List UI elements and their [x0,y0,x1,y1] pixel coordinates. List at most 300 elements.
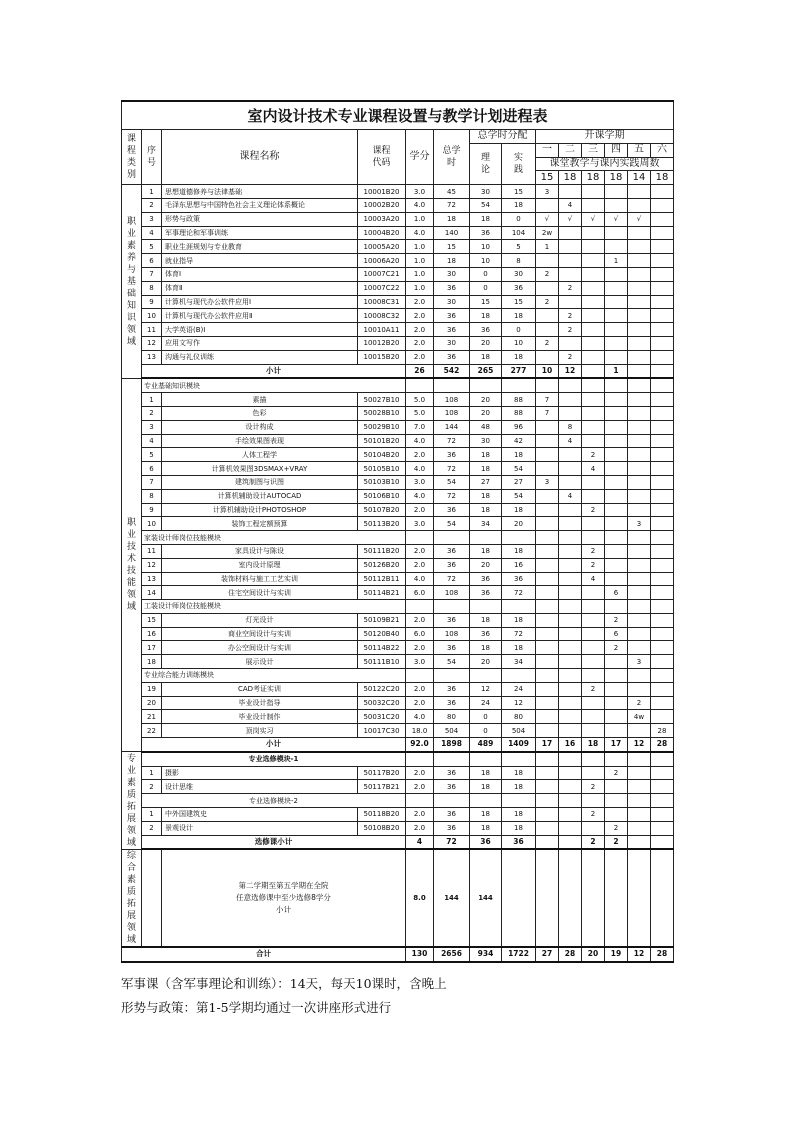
semester-cell [582,724,605,738]
course-practice: 18 [502,309,536,323]
course-name: 毛泽东思想与中国特色社会主义理论体系概论 [162,198,358,212]
semester-cell [582,267,605,281]
header-course-name: 课程名称 [162,130,358,185]
semester-cell [536,613,559,627]
course-theory: 18 [470,780,502,794]
course-name: 建筑制图与识图 [162,475,358,489]
category-label: 综合素质拓展领域 [122,849,142,947]
empty-cell [406,669,434,683]
sem-weeks: 18 [559,171,582,185]
semester-cell [536,808,559,822]
curriculum-sheet [121,100,673,963]
elective-line: 小计 [276,905,291,915]
course-name: 毕业设计制作 [162,710,358,724]
semester-cell [559,226,582,240]
empty-cell [559,752,582,766]
course-name: 毕业设计指导 [162,696,358,710]
semester-cell [651,517,674,531]
semester-cell [582,350,605,364]
semester-cell [651,710,674,724]
course-seq: 6 [142,462,162,476]
semester-cell [582,613,605,627]
semester-cell [628,448,651,462]
semester-cell [605,503,628,517]
course-credit: 3.0 [406,655,434,669]
semester-cell: √ [628,212,651,226]
semester-cell [559,572,582,586]
empty-cell [502,600,536,614]
course-code: 50126B20 [358,558,406,572]
semester-cell [536,198,559,212]
course-credit: 2.0 [406,613,434,627]
semester-cell [605,682,628,696]
empty-cell [559,600,582,614]
course-credit: 2.0 [406,336,434,350]
empty-cell [559,531,582,545]
course-practice: 80 [502,710,536,724]
subtotal-semester [628,835,651,849]
semester-cell: 2 [536,295,559,309]
course-practice: 88 [502,393,536,407]
course-hours: 72 [434,489,470,503]
table-row [122,323,674,337]
semester-cell [651,808,674,822]
semester-cell [651,420,674,434]
weekly-note: 课堂教学与课内实践周数 [536,157,674,171]
empty-cell [628,849,651,947]
semester-cell [628,475,651,489]
semester-cell [605,198,628,212]
empty-cell [605,600,628,614]
semester-cell [582,766,605,780]
course-name: 体育Ⅰ [162,267,358,281]
table-row [122,406,674,420]
semester-cell [628,572,651,586]
course-credit: 2.0 [406,503,434,517]
course-credit: 4.0 [406,489,434,503]
course-credit: 2.0 [406,309,434,323]
course-seq: 21 [142,710,162,724]
course-code: 10007C22 [358,281,406,295]
empty-cell [582,752,605,766]
semester-cell [628,544,651,558]
course-hours: 36 [434,448,470,462]
sem-weeks: 18 [582,171,605,185]
course-code: 10001B20 [358,185,406,199]
course-seq: 8 [142,489,162,503]
semester-cell [628,240,651,254]
empty-cell [406,752,434,766]
semester-cell [605,448,628,462]
course-seq: 17 [142,641,162,655]
course-code: 50109B21 [358,613,406,627]
course-hours: 36 [434,808,470,822]
semester-cell [628,462,651,476]
course-practice: 36 [502,281,536,295]
table-row [122,448,674,462]
semester-cell [582,475,605,489]
semester-cell: 2 [582,808,605,822]
course-name: 形势与政策 [162,212,358,226]
course-practice: 0 [502,212,536,226]
course-hours: 36 [434,766,470,780]
semester-cell [628,267,651,281]
course-name: 素描 [162,393,358,407]
course-code: 10006A20 [358,254,406,268]
course-practice: 72 [502,586,536,600]
course-seq: 5 [142,448,162,462]
empty-cell [406,600,434,614]
table-row [122,393,674,407]
semester-cell [536,696,559,710]
header-category: 课程类别 [122,130,142,185]
semester-cell: 6 [605,627,628,641]
elective-hours: 144 [434,849,470,947]
course-code: 50114B22 [358,641,406,655]
semester-cell [582,434,605,448]
semester-cell [651,613,674,627]
course-code: 50031C20 [358,710,406,724]
course-code: 50027B10 [358,393,406,407]
semester-cell [536,448,559,462]
header-seq: 序号 [142,130,162,185]
course-seq: 12 [142,558,162,572]
empty-cell [559,794,582,808]
semester-cell [536,710,559,724]
course-hours: 36 [434,323,470,337]
semester-cell [559,393,582,407]
semester-cell [605,462,628,476]
course-theory: 18 [470,821,502,835]
subtotal-hours: 1898 [434,738,470,752]
header-credit: 学分 [406,130,434,185]
semester-cell: √ [605,212,628,226]
semester-cell [628,503,651,517]
semester-cell: √ [559,212,582,226]
course-code: 10008C32 [358,309,406,323]
course-seq: 18 [142,655,162,669]
subtotal-row [122,364,674,378]
course-name: 就业指导 [162,254,358,268]
course-code: 50032C20 [358,696,406,710]
course-name: 色彩 [162,406,358,420]
empty-cell [559,378,582,392]
empty-cell [628,752,651,766]
subtotal-semester: 28 [651,738,674,752]
category-label: 专业素质拓展领域 [122,752,142,850]
semester-cell [559,254,582,268]
course-seq: 2 [142,821,162,835]
course-theory: 20 [470,406,502,420]
module-title: 家装设计师岗位技能模块 [142,531,406,545]
course-credit: 2.0 [406,350,434,364]
course-seq: 19 [142,682,162,696]
footnote-military: 军事课（含军事理论和训练）：14天，每天10课时，含晚上 [121,976,447,991]
semester-cell [582,420,605,434]
semester-cell [605,309,628,323]
empty-cell [536,531,559,545]
semester-cell [605,240,628,254]
table-row [122,682,674,696]
empty-cell [605,669,628,683]
semester-cell: 7 [536,393,559,407]
empty-cell [582,600,605,614]
semester-cell [559,544,582,558]
subtotal-theory: 265 [470,364,502,378]
course-hours: 80 [434,710,470,724]
subtotal-semester: 1 [605,364,628,378]
semester-cell [536,323,559,337]
course-practice: 54 [502,489,536,503]
course-hours: 54 [434,517,470,531]
course-seq: 1 [142,393,162,407]
semester-cell [536,766,559,780]
table-row [122,808,674,822]
semester-cell [605,336,628,350]
empty-cell [605,794,628,808]
course-hours: 36 [434,696,470,710]
course-theory: 18 [470,309,502,323]
semester-cell [605,226,628,240]
empty-cell [651,849,674,947]
semester-cell [628,420,651,434]
semester-cell [605,710,628,724]
semester-cell [582,627,605,641]
semester-cell [582,240,605,254]
course-practice: 18 [502,350,536,364]
subtotal-credit: 26 [406,364,434,378]
empty-cell [559,849,582,947]
semester-cell [536,309,559,323]
semester-cell [582,586,605,600]
empty-cell [605,849,628,947]
semester-cell [605,295,628,309]
course-name: 计算机辅助设计PHOTOSHOP [162,503,358,517]
semester-cell [536,655,559,669]
subtotal-semester [651,835,674,849]
course-practice: 16 [502,558,536,572]
total-semester: 20 [582,947,605,962]
course-credit: 4.0 [406,434,434,448]
course-seq: 3 [142,212,162,226]
course-practice: 27 [502,475,536,489]
total-semester: 28 [651,947,674,962]
course-hours: 45 [434,185,470,199]
semester-cell [628,780,651,794]
semester-cell [559,558,582,572]
course-credit: 3.0 [406,185,434,199]
empty-cell [470,752,502,766]
semester-cell [628,586,651,600]
sem-weeks: 14 [628,171,651,185]
course-code: 50117B21 [358,780,406,794]
empty-cell [502,378,536,392]
semester-cell: 2 [582,558,605,572]
course-theory: 18 [470,808,502,822]
subtotal-semester: 2 [582,835,605,849]
empty-cell [470,378,502,392]
semester-cell [628,489,651,503]
course-credit: 1.0 [406,240,434,254]
course-credit: 4.0 [406,572,434,586]
empty-cell [628,794,651,808]
table-row [122,254,674,268]
semester-cell [582,406,605,420]
course-code: 10002B20 [358,198,406,212]
table-row [122,517,674,531]
subtotal-label: 小计 [142,364,406,378]
course-name: 灯光设计 [162,613,358,627]
total-semester: 12 [628,947,651,962]
semester-cell: 2 [559,350,582,364]
course-theory: 10 [470,240,502,254]
semester-cell [651,475,674,489]
table-row [122,198,674,212]
semester-cell [651,682,674,696]
course-name: 军事理论和军事训练 [162,226,358,240]
course-credit: 2.0 [406,558,434,572]
semester-cell [651,448,674,462]
semester-cell [536,434,559,448]
course-theory: 0 [470,724,502,738]
course-code: 50028B10 [358,406,406,420]
course-credit: 3.0 [406,475,434,489]
course-practice: 34 [502,655,536,669]
course-name: 装饰工程定额预算 [162,517,358,531]
semester-cell [582,336,605,350]
course-practice: 18 [502,808,536,822]
empty-cell [470,794,502,808]
empty-cell [536,600,559,614]
semester-cell [651,185,674,199]
course-name: 展示设计 [162,655,358,669]
table-row [122,267,674,281]
course-hours: 72 [434,198,470,212]
semester-cell: 2 [605,613,628,627]
course-theory: 30 [470,185,502,199]
table-row [122,724,674,738]
course-seq: 5 [142,240,162,254]
course-practice: 18 [502,780,536,794]
course-name: 景观设计 [162,821,358,835]
course-seq: 4 [142,434,162,448]
semester-cell: 7 [536,406,559,420]
course-credit: 5.0 [406,393,434,407]
header-code: 课程代码 [358,130,406,185]
empty-cell [434,752,470,766]
course-seq: 9 [142,295,162,309]
course-code: 50105B10 [358,462,406,476]
course-seq: 1 [142,185,162,199]
course-practice: 24 [502,682,536,696]
course-practice: 104 [502,226,536,240]
subtotal-theory: 36 [470,835,502,849]
semester-cell [628,185,651,199]
semester-cell [651,254,674,268]
course-credit: 2.0 [406,821,434,835]
subtotal-semester [582,364,605,378]
empty-cell [605,752,628,766]
semester-cell [559,780,582,794]
semester-cell [536,682,559,696]
semester-cell [605,696,628,710]
semester-cell: 4w [628,710,651,724]
semester-cell [582,254,605,268]
course-name: 大学英语(B)Ⅰ [162,323,358,337]
course-practice: 15 [502,295,536,309]
subtotal-semester [628,364,651,378]
course-credit: 1.0 [406,212,434,226]
course-seq: 16 [142,627,162,641]
course-credit: 2.0 [406,295,434,309]
course-code: 50113B20 [358,517,406,531]
semester-cell [628,309,651,323]
course-seq: 2 [142,780,162,794]
course-name: 计算机与现代办公软件应用Ⅱ [162,309,358,323]
semester-cell [628,281,651,295]
header-hours-dist: 总学时分配 [470,130,536,144]
empty-cell [536,669,559,683]
semester-cell [582,198,605,212]
semester-cell [605,558,628,572]
empty-cell [605,531,628,545]
semester-cell [559,448,582,462]
empty-cell [502,752,536,766]
semester-cell [559,475,582,489]
semester-cell [536,724,559,738]
course-code: 10007C21 [358,267,406,281]
course-theory: 18 [470,448,502,462]
semester-cell: 1 [605,254,628,268]
semester-cell [582,393,605,407]
page-title: 室内设计技术专业课程设置与教学计划进程表 [122,101,674,130]
semester-cell: 2 [559,309,582,323]
semester-cell [651,489,674,503]
course-practice: 15 [502,185,536,199]
course-hours: 36 [434,350,470,364]
course-name: 计算机辅助设计AUTOCAD [162,489,358,503]
subtotal-label: 小计 [142,738,406,752]
course-credit: 2.0 [406,808,434,822]
course-credit: 1.0 [406,254,434,268]
semester-cell [536,641,559,655]
semester-cell: 2 [582,503,605,517]
semester-cell [559,724,582,738]
semester-cell [559,586,582,600]
module-header-row [122,669,674,683]
course-theory: 10 [470,254,502,268]
semester-cell [559,641,582,655]
total-practice: 1722 [502,947,536,962]
sem-label: 六 [651,143,674,157]
course-name: 体育Ⅱ [162,281,358,295]
semester-cell [651,267,674,281]
course-practice: 42 [502,434,536,448]
course-seq: 6 [142,254,162,268]
empty-cell [470,531,502,545]
course-practice: 18 [502,503,536,517]
course-credit: 2.0 [406,780,434,794]
course-code: 10004B20 [358,226,406,240]
course-credit: 2.0 [406,682,434,696]
course-name: 室内设计原理 [162,558,358,572]
course-code: 50108B20 [358,821,406,835]
course-name: 手绘效果图表现 [162,434,358,448]
table-row [122,655,674,669]
course-code: 50111B10 [358,655,406,669]
module-header-row [122,531,674,545]
semester-cell [536,780,559,794]
